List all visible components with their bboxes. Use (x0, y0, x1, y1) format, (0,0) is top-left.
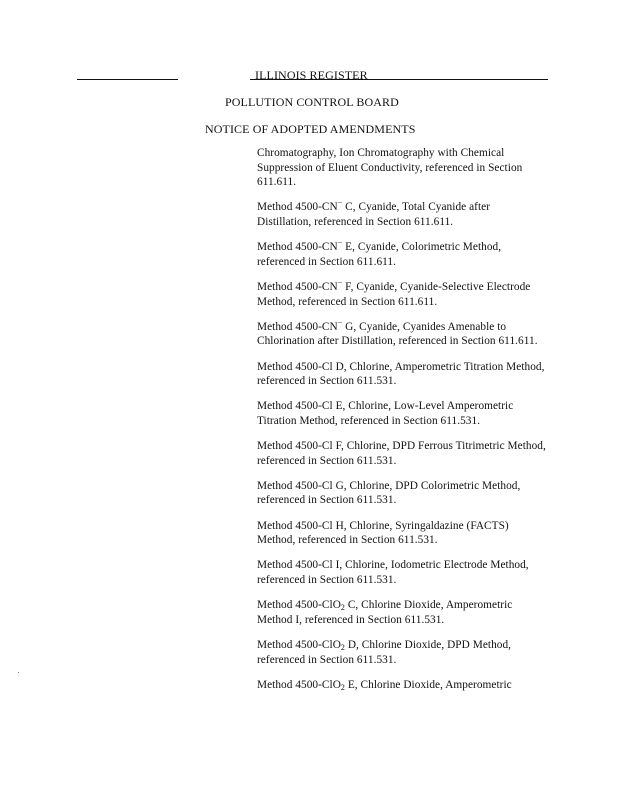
entry-text: Method 4500-Cl I, Chlorine, Iodometric Electrode Method, referenced in Section 611.531. (257, 559, 529, 586)
formula-subscript: 2 (340, 642, 345, 652)
formula-subscript: 2 (340, 603, 345, 613)
entry-text: C, Cyanide, Total Cyanide after Distillation, referenced in Section 611.611. (257, 201, 491, 228)
entry-text: Method 4500-ClO (257, 599, 341, 612)
entry-text: Method 4500-CN (257, 280, 338, 293)
method-entry (257, 200, 547, 229)
entry-text: Method 4500-Cl D, Chlorine, Amperometric Titration Method, referenced in Section 611.531. (257, 360, 545, 388)
method-entry (257, 598, 547, 627)
method-entry (257, 638, 547, 667)
header-rule-left (77, 79, 178, 80)
method-entry (257, 280, 547, 309)
scan-speck (18, 672, 19, 673)
entry-text: G, Cyanide, Cyanides Amenable to Chlorination after Distillation, referenced in Section 611.611. (257, 320, 538, 348)
charge-superscript: − (337, 317, 343, 327)
entry-text: E, Cyanide, Colorimetric Method, referenced in Section 611.611. (257, 241, 502, 268)
entry-text: D, Chlorine Dioxide, DPD Method, referenced in Section 611.531. (257, 638, 512, 666)
method-entry (257, 360, 547, 389)
entry-text: E, Chlorine Dioxide, Amperometric (344, 678, 512, 691)
method-entry (257, 678, 547, 693)
charge-superscript: − (337, 198, 343, 208)
entry-text: F, Cyanide, Cyanide-Selective Electrode Method, referenced in Section 611.611. (257, 280, 531, 308)
entry-text: Method 4500-CN (257, 201, 338, 214)
notice-title: NOTICE OF ADOPTED AMENDMENTS (205, 122, 416, 136)
register-title: ILLINOIS REGISTER (255, 68, 368, 82)
charge-superscript: − (337, 238, 343, 248)
method-entry (257, 439, 547, 468)
entry-text: Method 4500-Cl F, Chlorine, DPD Ferrous Titrimetric Method, referenced in Section 611.531. (257, 440, 546, 467)
charge-superscript: − (337, 278, 343, 288)
method-entry (257, 479, 547, 508)
method-entry (257, 240, 547, 269)
entry-text: Method 4500-ClO (257, 638, 341, 651)
entry-text: Method 4500-Cl G, Chlorine, DPD Colorimetric Method, referenced in Section 611.531. (257, 479, 521, 507)
method-entry (257, 146, 547, 190)
board-title: POLLUTION CONTROL BOARD (225, 95, 399, 109)
entry-text: Method 4500-CN (257, 320, 338, 333)
entry-text: Method 4500-CN (257, 241, 338, 254)
formula-subscript: 2 (340, 682, 345, 692)
method-entry (257, 558, 547, 587)
entry-text: Chromatography, Ion Chromatography with Chemical Suppression of Eluent Conductivity, referenced in Section 611.611. (257, 147, 523, 189)
method-list (257, 146, 547, 703)
entry-text: Method 4500-Cl H, Chlorine, Syringaldazine (FACTS) Method, referenced in Section 611.531. (257, 519, 509, 547)
entry-text: Method 4500-Cl E, Chlorine, Low-Level Amperometric Titration Method, referenced in Section 611.531. (257, 400, 514, 427)
entry-text: Method 4500-ClO (257, 678, 341, 691)
method-entry (257, 317, 547, 349)
method-entry (257, 399, 547, 428)
method-entry (257, 519, 547, 548)
entry-text: C, Chlorine Dioxide, Amperometric Method I, referenced in Section 611.531. (257, 599, 513, 626)
